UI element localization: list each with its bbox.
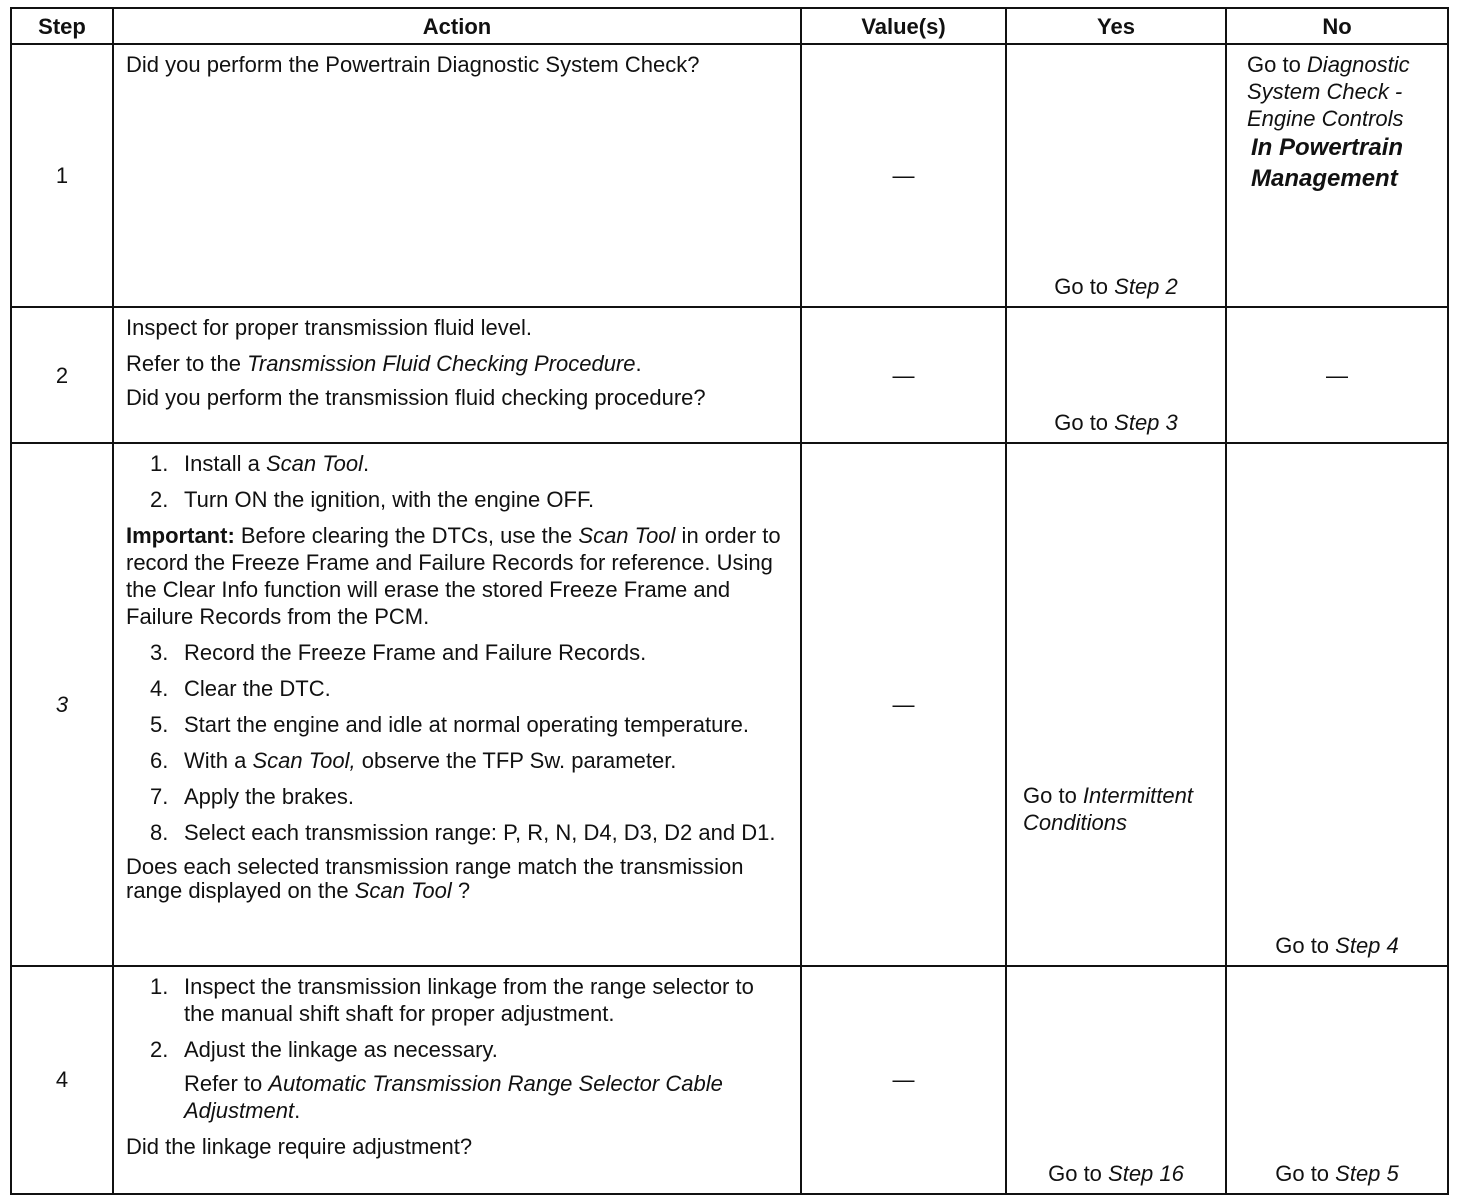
header-row <box>11 8 1448 44</box>
header-step: Step <box>11 8 113 44</box>
yes-link[interactable]: Step 3 <box>1114 410 1178 436</box>
value-dash: — <box>892 362 915 388</box>
yes-prefix: Go to <box>1048 1161 1109 1186</box>
value-dash: — <box>892 692 915 718</box>
diagnostic-table <box>10 7 1449 1195</box>
step-number: 3 <box>11 443 113 965</box>
list-item: 1. Install a Scan Tool. <box>150 451 370 477</box>
action-cell <box>113 443 801 965</box>
list-item: 2. Adjust the linkage as necessary. <box>150 1036 498 1062</box>
value-cell <box>801 443 1006 965</box>
table-row <box>11 966 1448 1194</box>
sub-instruction: Refer to Automatic Transmission Range Selector Cable Adjustment. <box>184 1070 723 1123</box>
action-refer: Refer to the Transmission Fluid Checking Procedure. <box>126 351 642 377</box>
no-link-engine-controls[interactable]: Engine Controls <box>1247 106 1404 132</box>
list-item: 1. Inspect the transmission linkage from the range selector to the manual shift shaft for proper adjustment. <box>150 973 754 1026</box>
value-cell <box>801 966 1006 1194</box>
action-cell <box>113 966 801 1194</box>
table-row <box>11 307 1448 443</box>
yes-cell <box>1006 307 1226 443</box>
action-text: Inspect for proper transmission fluid level. <box>126 315 532 341</box>
yes-link[interactable]: Step 16 <box>1108 1161 1184 1186</box>
yes-cell <box>1006 966 1226 1194</box>
yes-cell <box>1006 44 1226 307</box>
no-link[interactable]: Step 5 <box>1335 1161 1399 1186</box>
yes-link[interactable]: Step 2 <box>1114 274 1178 300</box>
table-row <box>11 443 1448 965</box>
no-cell <box>1226 44 1448 307</box>
no-prefix: Go to <box>1247 52 1307 78</box>
value-dash: — <box>892 163 915 189</box>
step-number: 2 <box>11 307 113 443</box>
no-extra-management: Management <box>1251 165 1398 193</box>
scan-tool-link[interactable]: Scan Tool <box>354 878 452 904</box>
no-dash: — <box>1326 362 1348 388</box>
action-question: Did you perform the Powertrain Diagnostic System Check? <box>126 52 700 78</box>
header-no: No <box>1226 8 1448 44</box>
yes-cell <box>1006 443 1226 965</box>
action-cell <box>113 44 801 307</box>
list-item: 5. Start the engine and idle at normal operating temperature. <box>150 712 750 738</box>
action-question: Does each selected transmission range match the transmission range displayed on the Scan Tool ? <box>126 854 744 904</box>
scan-tool-link[interactable]: Scan Tool <box>265 451 363 477</box>
header-values: Value(s) <box>801 8 1006 44</box>
no-cell <box>1226 307 1448 443</box>
action-cell <box>113 307 801 443</box>
header-action: Action <box>113 8 801 44</box>
scan-tool-link[interactable]: Scan Tool, <box>252 748 356 774</box>
list-item: 4. Clear the DTC. <box>150 676 331 702</box>
no-cell <box>1226 443 1448 965</box>
list-item: 3. Record the Freeze Frame and Failure Records. <box>150 640 647 666</box>
yes-prefix: Go to <box>1023 783 1083 809</box>
procedure-link[interactable]: Transmission Fluid Checking Procedure <box>247 351 636 377</box>
list-item: 7. Apply the brakes. <box>150 784 354 810</box>
header-yes: Yes <box>1006 8 1226 44</box>
value-cell <box>801 44 1006 307</box>
no-prefix: Go to <box>1275 932 1336 958</box>
no-extra-powertrain: In Powertrain <box>1251 134 1404 162</box>
list-item: 2. Turn ON the ignition, with the engine OFF. <box>150 487 595 513</box>
cable-adjustment-link[interactable]: Automatic Transmission Range Selector Cable Adjustment <box>184 1070 723 1123</box>
yes-prefix: Go to <box>1054 274 1115 300</box>
important-note: Important: Before clearing the DTCs, use the Scan Tool in order to record the Freeze Frame and Failure Records for reference. Using the Clear Info function will erase the stored Freeze Frame and Failure Records from the PCM. <box>126 523 781 630</box>
value-cell <box>801 307 1006 443</box>
no-cell <box>1226 966 1448 1194</box>
step-number: 4 <box>11 966 113 1194</box>
action-question: Did you perform the transmission fluid checking procedure? <box>126 385 706 411</box>
table-row <box>11 44 1448 307</box>
no-link-diagnostic[interactable]: Diagnostic <box>1306 52 1410 78</box>
no-link-system-check[interactable]: System Check - <box>1247 79 1403 105</box>
list-item: 8. Select each transmission range: P, R, N, D4, D3, D2 and D1. <box>150 820 776 846</box>
yes-link-intermittent[interactable]: Intermittent <box>1082 783 1193 809</box>
no-prefix: Go to <box>1275 1161 1336 1186</box>
scan-tool-link[interactable]: Scan Tool <box>578 523 676 549</box>
step-number: 1 <box>11 44 113 307</box>
action-question: Did the linkage require adjustment? <box>126 1133 473 1159</box>
value-dash: — <box>892 1067 915 1093</box>
yes-prefix: Go to <box>1054 410 1115 436</box>
yes-link-conditions[interactable]: Conditions <box>1023 810 1127 836</box>
no-link[interactable]: Step 4 <box>1335 932 1399 958</box>
list-item: 6. With a Scan Tool, observe the TFP Sw. parameter. <box>150 748 677 774</box>
